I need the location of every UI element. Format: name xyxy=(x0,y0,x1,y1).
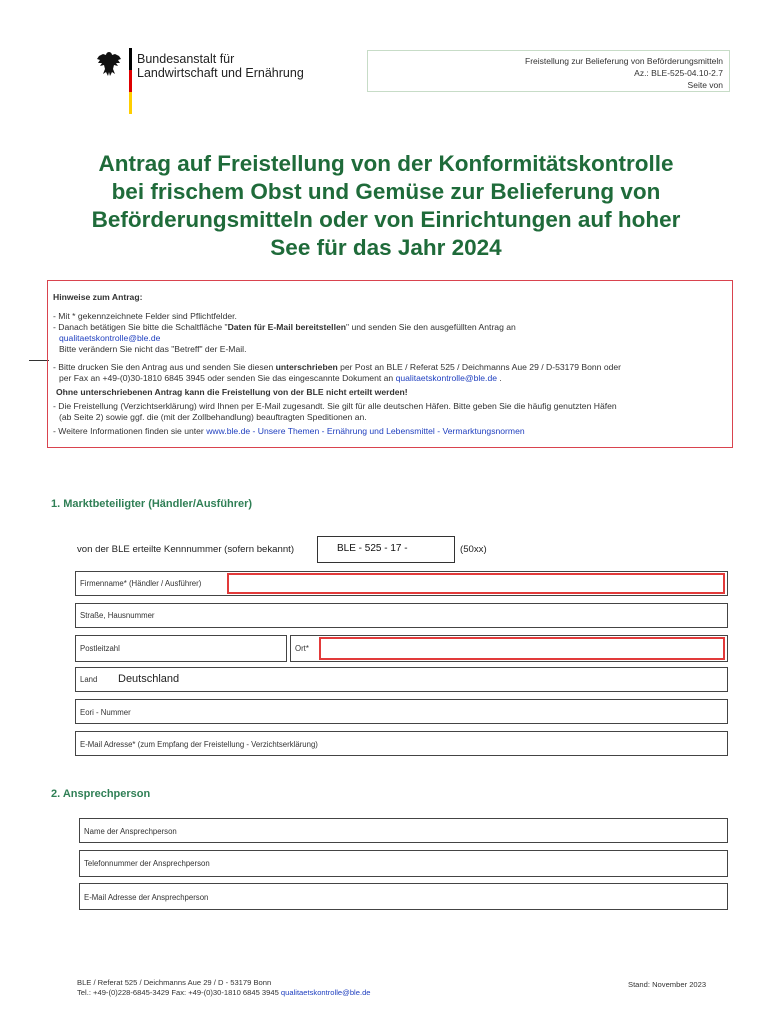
hint-fax-end: . xyxy=(497,373,502,383)
ort-row xyxy=(290,635,728,662)
institution-line1: Bundesanstalt für xyxy=(137,52,235,66)
ansprechperson-tel-label: Telefonnummer der Ansprechperson xyxy=(84,859,210,868)
hint-print-b: per Post an BLE / Referat 525 / Deichmanns Aue 29 / D-53179 Bonn oder xyxy=(337,362,622,372)
ansprechperson-tel-field[interactable] xyxy=(79,850,728,877)
ref-line1: Freistellung zur Belieferung von Beförderungsmitteln xyxy=(525,56,723,66)
ref-line2: Az.: BLE-525-04.10-2.7 xyxy=(634,68,723,78)
ansprechperson-email-field[interactable] xyxy=(79,883,728,910)
hint-subject: Bitte verändern Sie nicht das "Betreff" der E-Mail. xyxy=(59,344,247,354)
firmenname-label: Firmenname* (Händler / Ausführer) xyxy=(80,579,202,588)
hints-heading: Hinweise zum Antrag: xyxy=(53,292,143,302)
margin-mark xyxy=(29,360,49,361)
hint-print-a: - Bitte drucken Sie den Antrag aus und senden Sie diesen xyxy=(53,362,276,372)
institution-line2: Landwirtschaft und Ernährung xyxy=(137,66,304,80)
ort-input[interactable] xyxy=(319,637,725,660)
footer-email-link[interactable]: qualitaetskontrolle@ble.de xyxy=(280,988,371,997)
kennnummer-label: von der BLE erteilte Kennnummer (sofern bekannt) xyxy=(77,544,295,555)
eori-label: Eori - Nummer xyxy=(80,708,131,717)
hint-print-bold: unterschrieben xyxy=(275,362,338,372)
hint-submit xyxy=(53,322,727,333)
land-label: Land xyxy=(80,675,98,684)
section1-heading: 1. Marktbeteiligter (Händler/Ausführer) xyxy=(51,498,253,510)
email-field[interactable] xyxy=(75,731,728,756)
hint-waiver: - Die Freistellung (Verzichtserklärung) wird Ihnen per E-Mail zugesandt. Sie gilt für alle deutschen Häfen. Bitte geben Sie die häufig genutzten Häfen xyxy=(53,401,617,411)
ansprechperson-name-label: Name der Ansprechperson xyxy=(84,827,177,836)
ansprechperson-name-field[interactable] xyxy=(79,818,728,843)
firmenname-input[interactable] xyxy=(227,573,725,594)
title-line2: bei frischem Obst und Gemüse zur Belieferung von xyxy=(111,179,661,204)
footer-address xyxy=(77,978,371,998)
hint-info-link[interactable]: www.ble.de - Unsere Themen - Ernährung und Lebensmittel - Vermarktungsnormen xyxy=(206,426,525,436)
firmenname-row xyxy=(75,571,728,596)
strasse-label: Straße, Hausnummer xyxy=(80,611,155,620)
footer-line1: BLE / Referat 525 / Deichmanns Aue 29 / D - 53179 Bonn xyxy=(77,978,272,987)
hint-info-text: - Weitere Informationen finden sie unter xyxy=(53,426,207,436)
hint-signature-warning: Ohne unterschriebenen Antrag kann die Freistellung von der BLE nicht erteilt werden! xyxy=(56,387,408,397)
land-value: Deutschland xyxy=(118,673,180,685)
section2-heading: 2. Ansprechperson xyxy=(51,788,151,800)
hint-submit-button-name: Daten für E-Mail bereitstellen xyxy=(227,322,346,332)
title-line1: Antrag auf Freistellung von der Konformitätskontrolle xyxy=(98,151,674,176)
footer-contact: Tel.: +49-(0)228-6845-3429 Fax: +49-(0)30-1810 6845 3945 xyxy=(77,988,281,997)
postleitzahl-field[interactable] xyxy=(75,635,287,662)
reference-box xyxy=(367,50,730,92)
kennnummer-suffix: (50xx) xyxy=(460,544,487,555)
hint-waiver-b: (ab Seite 2) sowie ggf. die (mit der Zollbehandlung) beauftragten Speditionen an. xyxy=(59,412,367,422)
title-line4: See für das Jahr 2024 xyxy=(270,235,502,260)
ble-logo xyxy=(96,50,126,80)
land-field[interactable] xyxy=(75,667,728,692)
hint-fax-email-link[interactable]: qualitaetskontrolle@ble.de xyxy=(395,373,498,383)
ort-label: Ort* xyxy=(295,644,309,653)
kennnummer-value: BLE - 525 - 17 - xyxy=(337,543,408,554)
hint-submit-text-a: - Danach betätigen Sie bitte die Schaltfläche " xyxy=(53,322,228,332)
hint-submit-text-b: " und senden Sie den ausgefüllten Antrag an xyxy=(346,322,516,332)
hint-required-fields: - Mit * gekennzeichnete Felder sind Pflichtfelder. xyxy=(53,311,237,321)
page-title xyxy=(40,150,732,262)
flag-stripe xyxy=(129,48,132,114)
hint-email-link[interactable]: qualitaetskontrolle@ble.de xyxy=(59,333,161,343)
hint-fax: per Fax an +49-(0)30-1810 6845 3945 oder senden Sie das eingescannte Dokument an xyxy=(59,373,396,383)
footer-stand: Stand: November 2023 xyxy=(628,980,707,989)
eagle-icon xyxy=(96,50,122,78)
strasse-field[interactable] xyxy=(75,603,728,628)
institution-name xyxy=(137,52,304,80)
ref-line3: Seite von xyxy=(687,80,723,90)
hint-print xyxy=(53,362,727,373)
ansprechperson-email-label: E-Mail Adresse der Ansprechperson xyxy=(84,893,209,902)
postleitzahl-label: Postleitzahl xyxy=(80,644,120,653)
eori-field[interactable] xyxy=(75,699,728,724)
kennnummer-field[interactable] xyxy=(317,536,455,563)
title-line3: Beförderungsmitteln oder von Einrichtungen auf hoher xyxy=(91,207,681,232)
hints-box xyxy=(47,280,733,448)
email-label: E-Mail Adresse* (zum Empfang der Freistellung - Verzichtserklärung) xyxy=(80,740,318,749)
